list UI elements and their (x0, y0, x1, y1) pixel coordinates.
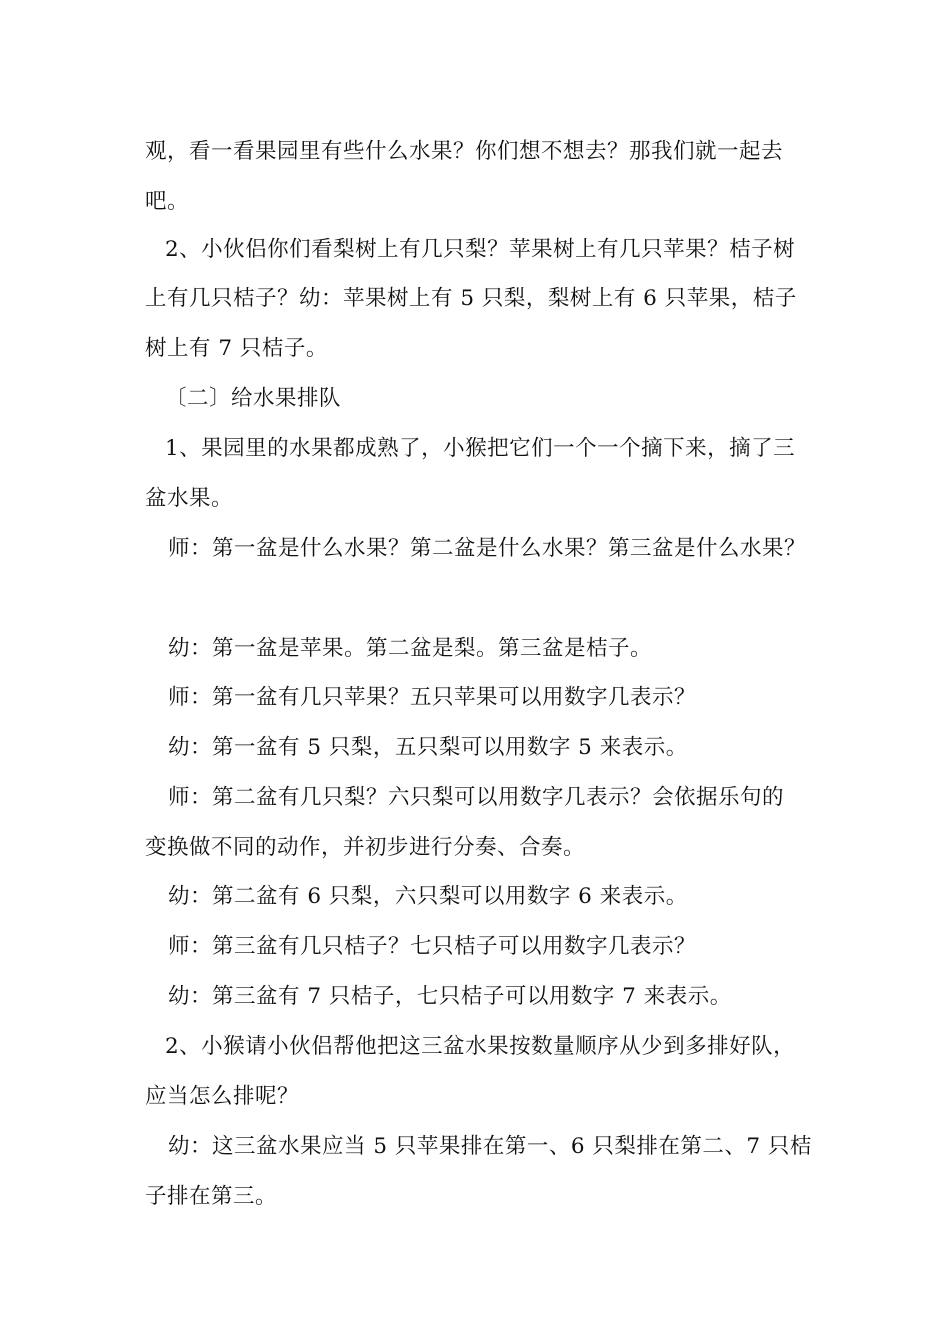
text-line: 应当怎么排呢？ (145, 1084, 300, 1109)
text-line: 1、果园里的水果都成熟了，小猴把它们一个一个摘下来，摘了三 (165, 436, 796, 461)
text-line: 幼：这三盆水果应当 5 只苹果排在第一、6 只梨排在第二、7 只桔 (168, 1134, 812, 1159)
text-line: 师：第一盆是什么水果？第二盆是什么水果？第三盆是什么水果？ (168, 536, 807, 561)
text-line: 幼：第一盆是苹果。第二盆是梨。第三盆是桔子。 (168, 636, 653, 661)
text-line: 幼：第一盆有 5 只梨，五只梨可以用数字 5 来表示。 (168, 735, 688, 760)
text-line: 变换做不同的动作，并初步进行分奏、合奏。 (145, 835, 586, 860)
text-line: 2、小伙侣你们看梨树上有几只梨？苹果树上有几只苹果？桔子树 (165, 237, 796, 262)
text-line: 2、小猴请小伙侣帮他把这三盆水果按数量顺序从少到多排好队， (165, 1034, 796, 1059)
text-line: 师：第一盆有几只苹果？五只苹果可以用数字几表示？ (168, 685, 697, 710)
text-line: 幼：第三盆有 7 只桔子，七只桔子可以用数字 7 来表示。 (168, 984, 732, 1009)
text-line: 师：第二盆有几只梨？六只梨可以用数字几表示？会依据乐句的 (168, 785, 785, 810)
text-line: 师：第三盆有几只桔子？七只桔子可以用数字几表示？ (168, 934, 697, 959)
text-line: 子排在第三。 (145, 1184, 278, 1209)
text-line: 上有几只桔子？幼：苹果树上有 5 只梨，梨树上有 6 只苹果，桔子 (145, 286, 797, 311)
section-heading: 〔二〕给水果排队 (165, 386, 342, 411)
text-line: 幼：第二盆有 6 只梨，六只梨可以用数字 6 来表示。 (168, 884, 688, 909)
text-line: 吧。 (145, 189, 190, 214)
text-line: 观，看一看果园里有些什么水果？你们想不想去？那我们就一起去 (145, 139, 784, 164)
text-line: 盆水果。 (145, 486, 234, 511)
text-line: 树上有 7 只桔子。 (145, 336, 328, 361)
